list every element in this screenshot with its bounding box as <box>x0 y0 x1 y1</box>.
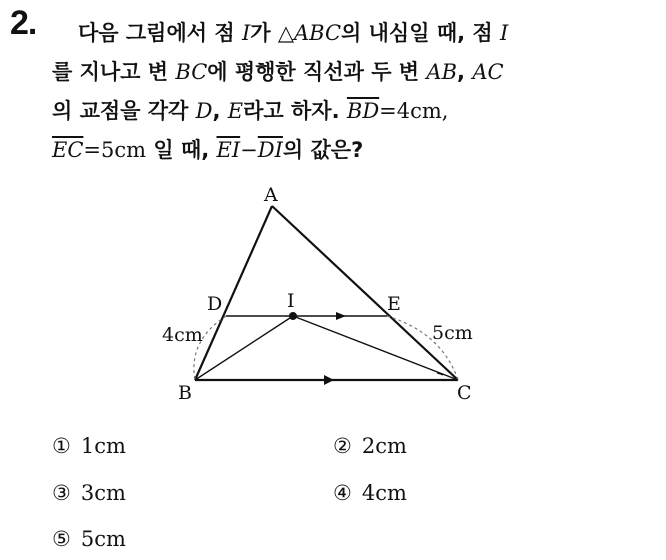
stem-text: 다음 그림에서 점 <box>78 21 242 45</box>
label-d: D <box>207 293 223 315</box>
side-ab: AB <box>426 60 458 84</box>
choice-number: ③ <box>52 481 71 505</box>
point-d: D <box>195 99 213 123</box>
label-a: A <box>264 184 278 206</box>
label-c: C <box>457 382 472 404</box>
label-bd-length: 4cm <box>162 324 203 346</box>
side-ac-line <box>272 206 458 380</box>
choice-number: ⑤ <box>52 527 71 551</box>
choice-5[interactable] <box>52 527 126 551</box>
stem-line-1 <box>78 14 652 53</box>
label-e: E <box>387 293 401 315</box>
stem-line-3 <box>52 92 652 131</box>
parallel-arrow-de <box>336 312 346 320</box>
choice-number: ④ <box>333 481 352 505</box>
label-b: B <box>178 382 192 404</box>
side-bc: BC <box>175 60 208 84</box>
choice-text: 4cm <box>361 481 407 505</box>
label-i: I <box>287 290 295 312</box>
question-stem <box>52 14 652 170</box>
point-e: E <box>227 99 244 123</box>
ec-length: =5cm <box>83 138 147 162</box>
incenter-point <box>289 312 297 320</box>
stem-text: 라고 하자. <box>243 99 347 123</box>
stem-text: 일 때, <box>153 138 217 162</box>
parallel-arrow-bc <box>324 375 334 385</box>
segment-bd: $\overline{BD}$ <box>346 99 380 123</box>
choice-text: 2cm <box>361 434 407 458</box>
choice-text: 5cm <box>80 527 126 551</box>
stem-text: , <box>212 99 228 123</box>
segment-ec: $\overline{EC}$ <box>52 138 84 162</box>
bd-length: =4cm, <box>379 99 449 123</box>
choice-4[interactable] <box>333 481 407 505</box>
choice-2[interactable] <box>333 434 407 458</box>
stem-line-4 <box>52 131 652 170</box>
stem-text: 의 교점을 각각 <box>52 99 196 123</box>
triangle-figure <box>150 183 510 408</box>
segment-di: $\overline{DI}$ <box>257 138 283 162</box>
stem-text: 의 내심일 때, 점 <box>341 21 500 45</box>
stem-text: 가 △ <box>250 21 294 45</box>
stem-text: 의 값은? <box>282 138 364 162</box>
label-ec-length: 5cm <box>432 322 473 344</box>
question-number: 2. <box>10 4 37 42</box>
choice-number: ② <box>333 434 352 458</box>
minus-sign: − <box>240 138 258 162</box>
choice-3[interactable] <box>52 481 126 505</box>
triangle-abc: ABC <box>293 21 342 45</box>
choice-text: 3cm <box>80 481 126 505</box>
stem-text: 에 평행한 직선과 두 변 <box>207 60 427 84</box>
side-ac: AC <box>472 60 504 84</box>
stem-line-2 <box>52 53 652 92</box>
point-i: I <box>499 21 509 45</box>
choice-number: ① <box>52 434 71 458</box>
stem-text: 를 지나고 변 <box>52 60 176 84</box>
point-i: I <box>241 21 251 45</box>
choice-1[interactable] <box>52 434 126 458</box>
stem-text: , <box>457 60 473 84</box>
choice-text: 1cm <box>80 434 126 458</box>
segment-ei: $\overline{EI}$ <box>216 138 241 162</box>
